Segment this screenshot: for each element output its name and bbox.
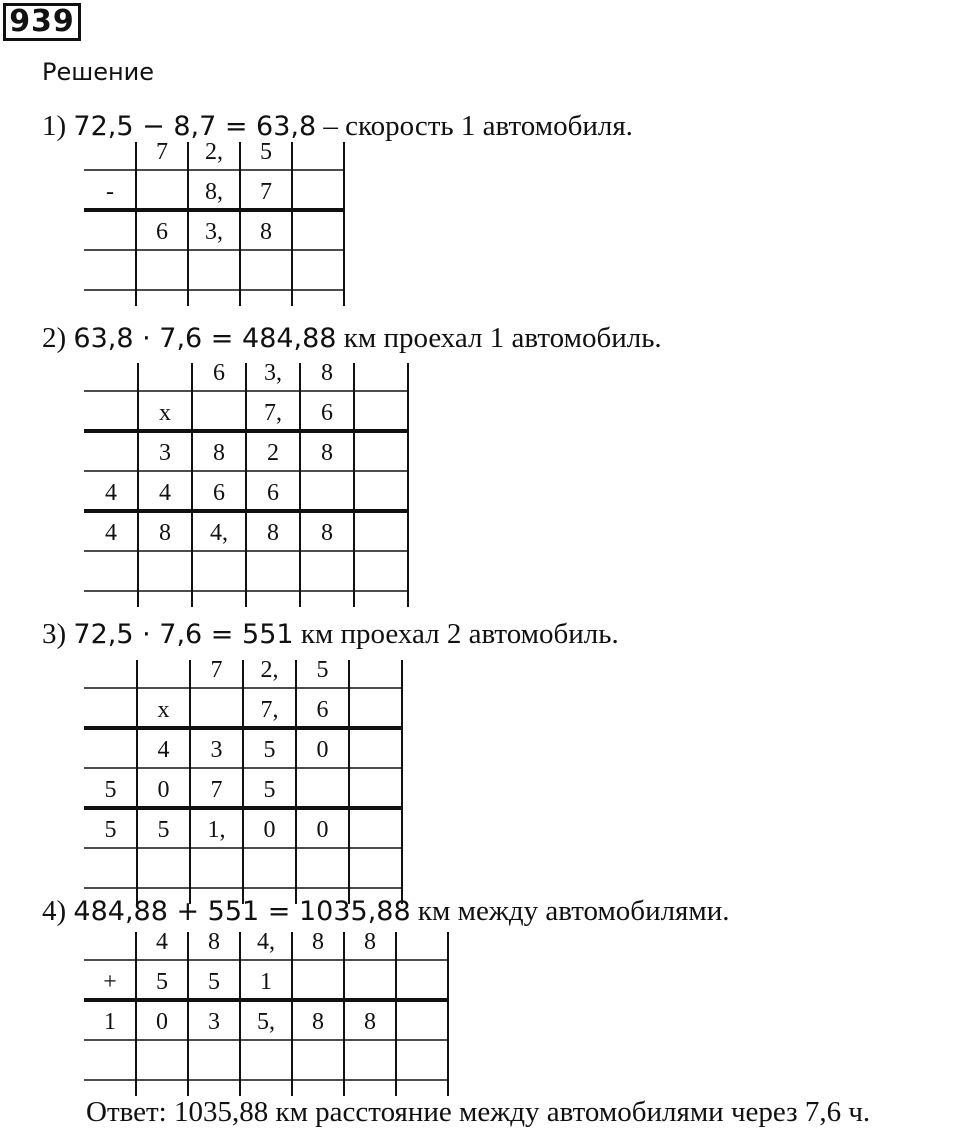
grid-cell-digit: 8: [208, 929, 220, 955]
grid-cell-digit: 6: [267, 480, 279, 506]
grid-cell-digit: 5: [156, 969, 168, 995]
problem-number: 939: [3, 3, 81, 41]
grid-cell-digit: 0: [157, 777, 170, 803]
grid-cell-digit: 8: [312, 1009, 324, 1035]
grid-cell-digit: 8: [321, 360, 333, 386]
step-text: км проехал 2 автомобиль.: [300, 618, 619, 650]
grid-cell-digit: 4,: [210, 520, 228, 546]
grid-cell-digit: 4: [105, 520, 117, 546]
grid-cell-digit: 8,: [205, 179, 223, 205]
step-index: 2): [42, 322, 67, 354]
grid-cell-digit: 5: [316, 657, 329, 683]
grid-cell-digit: 2: [267, 440, 279, 466]
grid-cell-digit: 3,: [205, 219, 223, 245]
grid-cell-digit: 0: [316, 737, 329, 763]
grid-cell-digit: 3: [210, 737, 223, 763]
grid-cell-digit: 4: [159, 480, 171, 506]
grid-cell-digit: 7: [210, 657, 223, 683]
grid-cell-digit: 0: [263, 817, 276, 843]
step-text: км между автомобилями.: [417, 895, 730, 927]
grid-cell-digit: 8: [213, 440, 225, 466]
grid-cell-digit: 3: [159, 440, 171, 466]
grid-cell-digit: 7,: [260, 697, 279, 723]
grid-cell-digit: х: [157, 697, 170, 723]
grid-cell-digit: 2,: [205, 139, 223, 165]
grid-cell-digit: 6: [316, 697, 329, 723]
grid-cell-digit: 6: [213, 360, 225, 386]
grid-cell-digit: 5,: [257, 1009, 275, 1035]
step-index: 3): [42, 618, 67, 650]
step-equation: 72,5 − 8,7 = 63,8: [73, 111, 317, 142]
step-equation: 63,8 · 7,6 = 484,88: [73, 323, 337, 354]
grid-cell-digit: 0: [156, 1009, 168, 1035]
grid-cell-digit: 8: [364, 929, 376, 955]
grid-cell-digit: 5: [263, 777, 276, 803]
grid-cell-digit: 5: [104, 777, 117, 803]
grid-cell-digit: 5: [260, 139, 272, 165]
grid-cell-digit: 5: [104, 817, 117, 843]
grid-cell-digit: 8: [321, 520, 333, 546]
grid-cell-digit: 5: [157, 817, 170, 843]
grid-cell-digit: 4: [156, 929, 168, 955]
step-text: км проехал 1 автомобиль.: [343, 322, 662, 354]
grid-cell-digit: 1,: [207, 817, 226, 843]
grid-cell-digit: 8: [364, 1009, 376, 1035]
grid-cell-digit: -: [106, 179, 114, 205]
grid-cell-digit: 7: [156, 139, 168, 165]
grid-cell-digit: 8: [159, 520, 171, 546]
grid-cell-digit: 3,: [264, 360, 282, 386]
step-text: – скорость 1 автомобиля.: [323, 110, 633, 142]
grid-cell-digit: 2,: [260, 657, 279, 683]
grid-cell-digit: 8: [260, 219, 272, 245]
grid-cell-digit: 4,: [257, 929, 275, 955]
grid-cell-digit: 5: [208, 969, 220, 995]
grid-cell-digit: х: [159, 400, 171, 426]
grid-cell-digit: 1: [260, 969, 272, 995]
grid-cell-digit: 4: [105, 480, 117, 506]
grid-cell-digit: 8: [267, 520, 279, 546]
grid-cell-digit: 3: [208, 1009, 220, 1035]
grid-cell-digit: 4: [157, 737, 170, 763]
grid-cell-digit: 8: [312, 929, 324, 955]
answer: Ответ: 1035,88 км расстояние между автомобилями через 7,6 ч.: [86, 1096, 871, 1128]
grid-cell-digit: 7: [260, 179, 272, 205]
step-equation: 484,88 + 551 = 1035,88: [73, 896, 411, 927]
grid-cell-digit: 1: [104, 1009, 116, 1035]
step-4: [42, 895, 730, 928]
grid-cell-digit: 6: [213, 480, 225, 506]
step-2: [42, 322, 662, 355]
grid-cell-digit: 7,: [264, 400, 282, 426]
step-equation: 72,5 · 7,6 = 551: [73, 619, 294, 650]
step-3: [42, 618, 619, 651]
grid-cell-digit: +: [103, 969, 117, 995]
solution-label: Решение: [42, 58, 155, 86]
grid-cell-digit: 7: [210, 777, 223, 803]
grid-cell-digit: 6: [156, 219, 168, 245]
grid-cell-digit: 6: [321, 400, 333, 426]
step-index: 1): [42, 110, 67, 142]
step-1: [42, 110, 633, 143]
grid-cell-digit: 8: [321, 440, 333, 466]
grid-cell-digit: 5: [263, 737, 276, 763]
grid-cell-digit: 0: [316, 817, 329, 843]
step-index: 4): [42, 895, 67, 927]
